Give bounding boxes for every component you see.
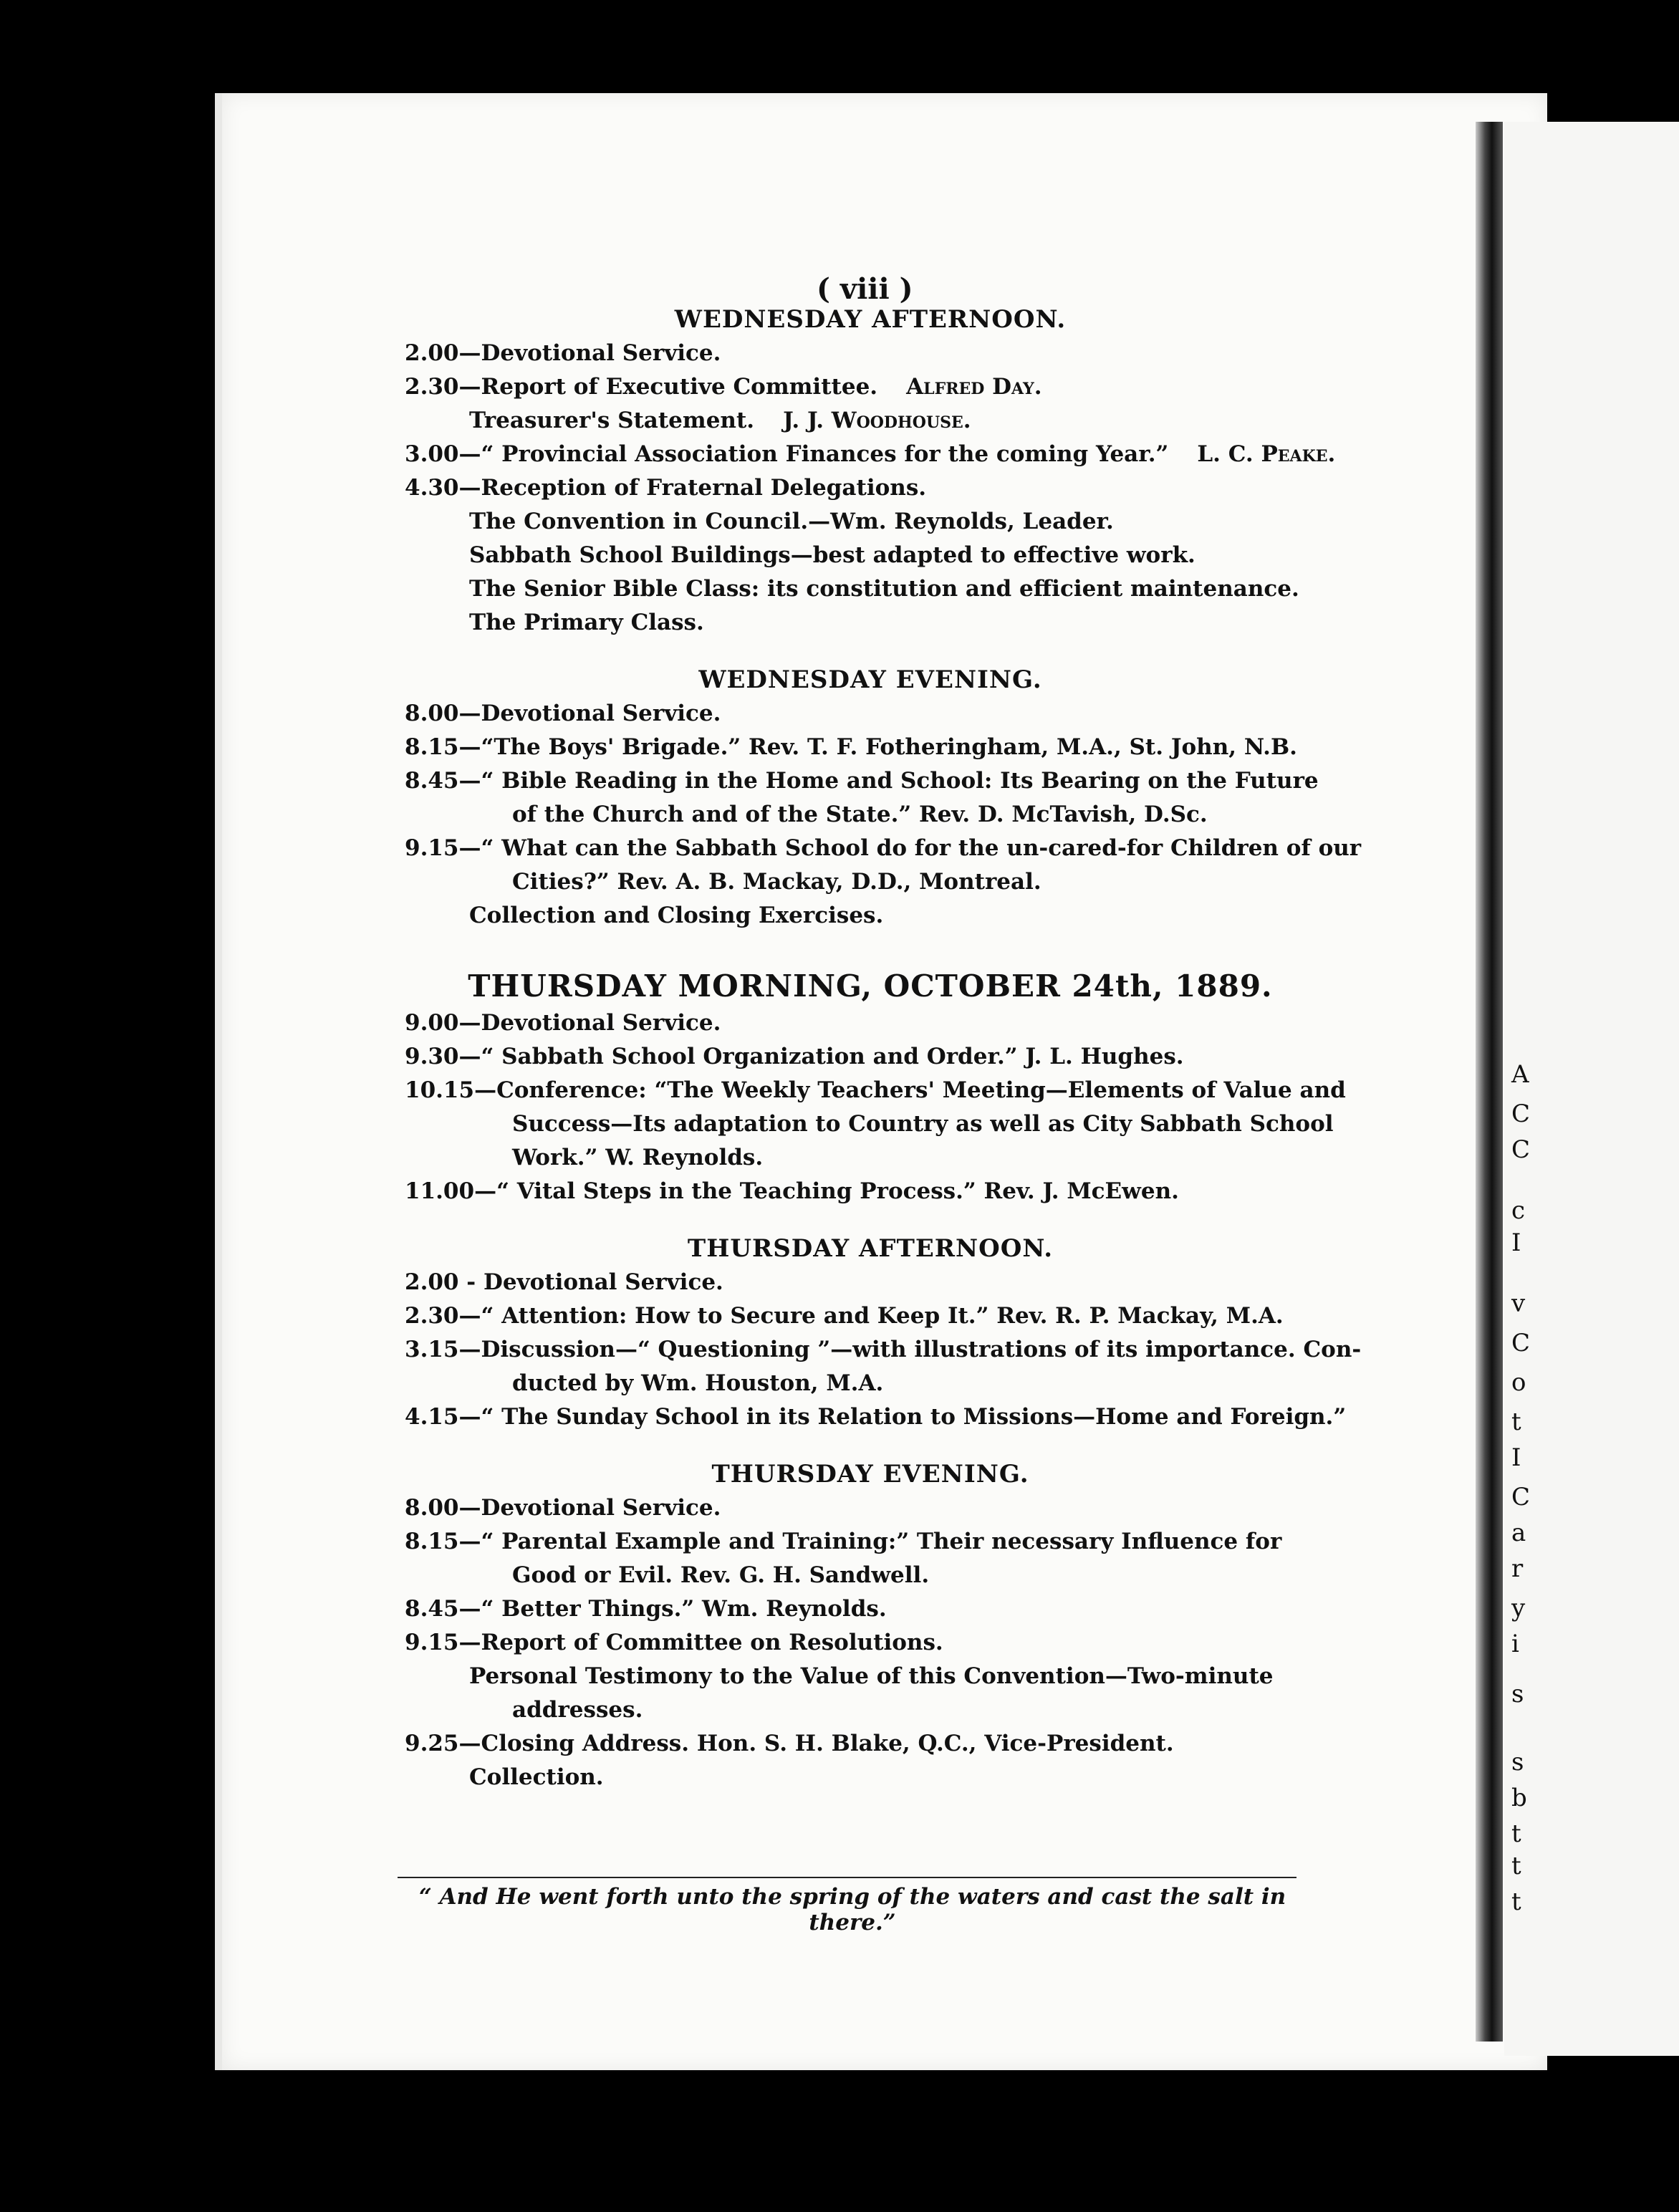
program-line	[405, 1006, 1336, 1040]
margin-letter: r	[1511, 1554, 1524, 1583]
program-text: The Primary Class.	[469, 610, 704, 635]
program-time: 9.15	[405, 1630, 459, 1655]
program-line	[405, 1333, 1362, 1367]
margin-letter: s	[1511, 1680, 1524, 1708]
program-text: Treasurer's Statement.	[469, 408, 755, 433]
margin-letter: C	[1511, 1329, 1531, 1357]
program-text: —“ Better Things.” Wm. Reynolds.	[458, 1596, 887, 1622]
program-text: —“ What can the Sabbath School do for the un-cared-for Children of our	[458, 835, 1362, 861]
margin-letter: c	[1511, 1196, 1526, 1225]
program-text: —“ Vital Steps in the Teaching Process.” Rev. J. McEwen.	[474, 1178, 1179, 1204]
margin-letter: a	[1511, 1519, 1526, 1547]
section-heading: WEDNESDAY AFTERNOON.	[674, 305, 1067, 334]
margin-letter: v	[1511, 1289, 1526, 1318]
program-line	[405, 337, 1336, 370]
program-line	[405, 1626, 1336, 1660]
section-heading: THURSDAY MORNING, OCTOBER 24th, 1889.	[468, 968, 1273, 1004]
program-line	[405, 1525, 1336, 1559]
program-line	[405, 1074, 1346, 1107]
program-text: —Report of Executive Committee.	[458, 374, 878, 400]
program-time: 2.30	[405, 374, 459, 400]
program-text: —“ Bible Reading in the Home and School: Its Bearing on the Future	[458, 768, 1319, 794]
footer-quote: “ And He went forth unto the spring of the waters and cast the salt in there.”	[418, 1884, 1286, 1936]
program-line	[405, 1693, 1336, 1727]
program-time: 8.15	[405, 734, 459, 760]
program-line	[405, 404, 1336, 438]
program-text: Personal Testimony to the Value of this Convention—Two-minute	[469, 1663, 1274, 1689]
margin-letter: t	[1511, 1819, 1521, 1848]
program-line	[405, 606, 1336, 640]
program-text: of the Church and of the State.” Rev. D. McTavish, D.Sc.	[512, 802, 1208, 827]
program-text: —“ Parental Example and Training:” Their necessary Influence for	[458, 1529, 1282, 1554]
program-line	[405, 1040, 1336, 1074]
margin-letter: i	[1511, 1630, 1519, 1658]
program-line	[405, 1400, 1347, 1434]
program-time: 2.00	[405, 1269, 459, 1295]
program-line	[405, 370, 1336, 404]
program-line	[405, 1175, 1336, 1208]
program-text: Good or Evil. Rev. G. H. Sandwell.	[512, 1562, 930, 1588]
program-text: Work.” W. Reynolds.	[512, 1145, 764, 1170]
program-line	[405, 539, 1336, 572]
program-text: —“The Boys' Brigade.” Rev. T. F. Fotheringham, M.A., St. John, N.B.	[458, 734, 1297, 760]
margin-letter: A	[1511, 1060, 1529, 1089]
program-time: 4.30	[405, 475, 459, 501]
program-time: 8.00	[405, 701, 459, 726]
margin-letter: t	[1511, 1408, 1521, 1436]
program-time: 8.45	[405, 768, 459, 794]
program-text: —Devotional Service.	[458, 1010, 721, 1036]
margin-letter: y	[1511, 1594, 1526, 1622]
section-heading: THURSDAY AFTERNOON.	[687, 1234, 1054, 1263]
program-line	[405, 865, 1336, 899]
program-text: —Conference: “The Weekly Teachers' Meeting—Elements of Value and	[474, 1077, 1346, 1103]
program-line	[405, 697, 1336, 731]
margin-letter: b	[1511, 1784, 1527, 1812]
program-text: addresses.	[512, 1697, 643, 1723]
margin-letter: I	[1511, 1228, 1521, 1257]
program-line	[405, 764, 1336, 798]
program-line	[405, 731, 1336, 764]
margin-letter: t	[1511, 1852, 1521, 1880]
program-speaker: Alfred Day.	[906, 374, 1042, 400]
program-text: Collection and Closing Exercises.	[469, 903, 884, 928]
program-time: 8.00	[405, 1495, 459, 1521]
margin-letter: I	[1511, 1443, 1521, 1472]
right-page-edge	[1504, 122, 1679, 2056]
program-text: Cities?” Rev. A. B. Mackay, D.D., Montreal.	[512, 869, 1041, 895]
margin-letter: o	[1511, 1368, 1526, 1397]
program-time: 2.30	[405, 1303, 459, 1329]
program-time: 8.15	[405, 1529, 459, 1554]
page-number: ( viii )	[817, 272, 913, 306]
program-line	[405, 798, 1336, 832]
margin-letter: s	[1511, 1748, 1524, 1776]
program-text: —Closing Address. Hon. S. H. Blake, Q.C., Vice-President.	[458, 1731, 1174, 1756]
program-time: 3.00	[405, 441, 459, 467]
program-line	[405, 1299, 1336, 1333]
book-binding	[1476, 122, 1503, 2042]
program-line	[405, 1107, 1336, 1141]
program-text: —Discussion—“ Questioning ”—with illustrations of its importance. Con-	[458, 1337, 1362, 1362]
program-line	[405, 1266, 1336, 1299]
program-time: 9.15	[405, 835, 459, 861]
section-heading: THURSDAY EVENING.	[711, 1460, 1029, 1489]
program-content	[405, 279, 1362, 1794]
program-speaker: J. J. Woodhouse.	[783, 408, 971, 433]
section-heading: WEDNESDAY EVENING.	[698, 665, 1042, 694]
program-text: The Convention in Council.—Wm. Reynolds, Leader.	[469, 509, 1114, 534]
program-line	[405, 1761, 1336, 1794]
program-text: ducted by Wm. Houston, M.A.	[512, 1370, 884, 1396]
margin-letter: t	[1511, 1888, 1521, 1916]
program-line	[405, 1559, 1336, 1592]
program-line	[405, 1367, 1336, 1400]
program-line	[405, 572, 1336, 606]
program-line	[405, 899, 1336, 933]
program-line	[405, 438, 1336, 471]
margin-letter: C	[1511, 1483, 1531, 1511]
program-time: 4.15	[405, 1404, 459, 1430]
program-text: —Reception of Fraternal Delegations.	[458, 475, 927, 501]
margin-letter: C	[1511, 1100, 1531, 1128]
program-text: —“ Sabbath School Organization and Order.” J. L. Hughes.	[458, 1044, 1184, 1069]
program-text: Success—Its adaptation to Country as well as City Sabbath School	[512, 1111, 1334, 1137]
program-time: 2.00	[405, 340, 459, 366]
program-text: The Senior Bible Class: its constitution and efficient maintenance.	[469, 576, 1299, 602]
program-time: 8.45	[405, 1596, 459, 1622]
program-text: —“ Provincial Association Finances for the coming Year.”	[458, 441, 1169, 467]
program-line	[405, 1660, 1336, 1693]
program-text: Collection.	[469, 1764, 604, 1790]
program-time: 9.00	[405, 1010, 459, 1036]
program-time: 11.00	[405, 1178, 475, 1204]
program-time: 10.15	[405, 1077, 475, 1103]
margin-letter: C	[1511, 1135, 1531, 1164]
footer-rule	[398, 1877, 1296, 1878]
program-line	[405, 1727, 1336, 1761]
program-time: 9.25	[405, 1731, 459, 1756]
program-time: 3.15	[405, 1337, 459, 1362]
program-speaker: L. C. Peake.	[1197, 441, 1336, 467]
program-line	[405, 832, 1362, 865]
program-text: - Devotional Service.	[458, 1269, 723, 1295]
program-text: —“ The Sunday School in its Relation to Missions—Home and Foreign.”	[458, 1404, 1347, 1430]
program-text: —Devotional Service.	[458, 340, 721, 366]
program-text: Sabbath School Buildings—best adapted to effective work.	[469, 542, 1195, 568]
program-text: —Devotional Service.	[458, 701, 721, 726]
program-line	[405, 1491, 1336, 1525]
program-text: —Devotional Service.	[458, 1495, 721, 1521]
program-line	[405, 1592, 1336, 1626]
program-line	[405, 505, 1336, 539]
program-time: 9.30	[405, 1044, 459, 1069]
program-line	[405, 471, 1336, 505]
program-text: —Report of Committee on Resolutions.	[458, 1630, 943, 1655]
program-text: —“ Attention: How to Secure and Keep It.” Rev. R. P. Mackay, M.A.	[458, 1303, 1284, 1329]
program-line	[405, 1141, 1336, 1175]
